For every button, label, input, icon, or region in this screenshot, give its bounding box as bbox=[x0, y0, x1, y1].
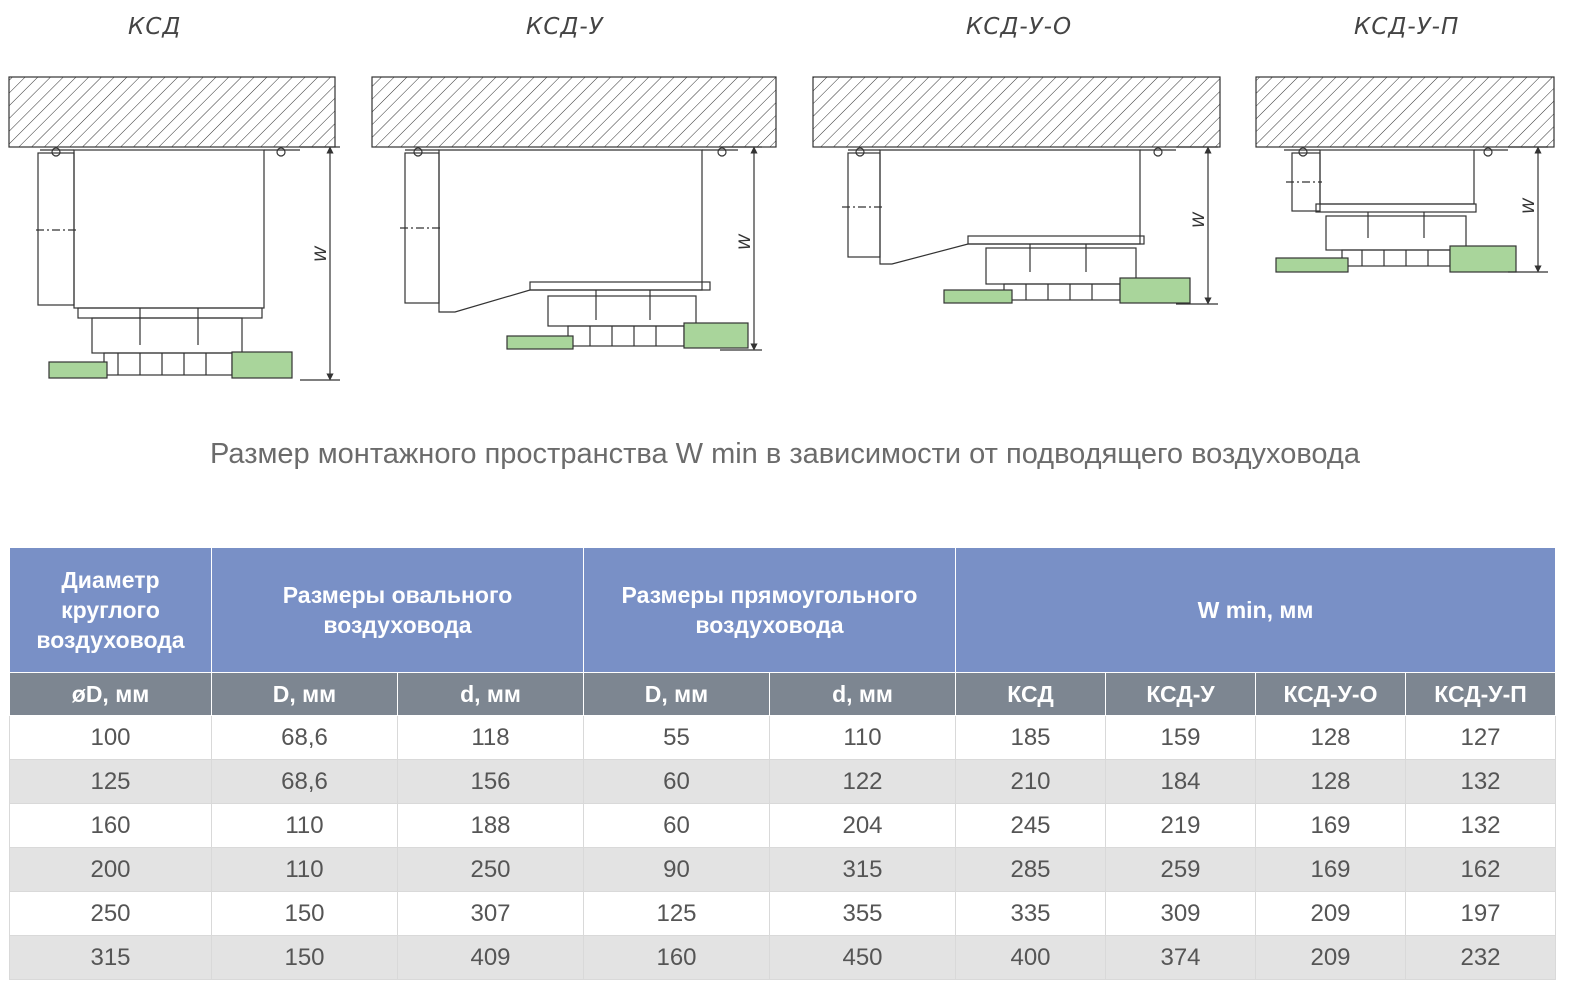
table-cell: 409 bbox=[398, 936, 584, 980]
table-cell: 245 bbox=[956, 804, 1106, 848]
table-cell: 450 bbox=[770, 936, 956, 980]
drawing-ksd-u bbox=[372, 77, 776, 350]
table-cell: 127 bbox=[1406, 716, 1556, 760]
sub-header-row bbox=[10, 673, 1556, 716]
table-cell: 128 bbox=[1256, 760, 1406, 804]
table-cell: 309 bbox=[1106, 892, 1256, 936]
table-cell: 128 bbox=[1256, 716, 1406, 760]
table-cell: 122 bbox=[770, 760, 956, 804]
table-cell: 150 bbox=[212, 892, 398, 936]
table-cell: 110 bbox=[212, 804, 398, 848]
table-cell: 169 bbox=[1256, 848, 1406, 892]
table-cell: 197 bbox=[1406, 892, 1556, 936]
table-cell: 132 bbox=[1406, 804, 1556, 848]
table-cell: 285 bbox=[956, 848, 1106, 892]
table-cell: 210 bbox=[956, 760, 1106, 804]
table-cell: 68,6 bbox=[212, 716, 398, 760]
table-cell: 307 bbox=[398, 892, 584, 936]
sub-header: КСД-У bbox=[1106, 673, 1256, 716]
table-cell: 150 bbox=[212, 936, 398, 980]
table-cell: 132 bbox=[1406, 760, 1556, 804]
table-cell: 110 bbox=[212, 848, 398, 892]
table-cell: 355 bbox=[770, 892, 956, 936]
group-header-rect: Размеры прямоугольного воздуховода bbox=[584, 548, 956, 673]
drawing-title-ksd-u: КСД-У bbox=[526, 14, 604, 40]
table-cell: 185 bbox=[956, 716, 1106, 760]
table-cell: 162 bbox=[1406, 848, 1556, 892]
table-cell: 315 bbox=[770, 848, 956, 892]
table-row bbox=[10, 804, 1556, 848]
group-header-oval: Размеры овального воздуховода bbox=[212, 548, 584, 673]
sub-header: КСД-У-П bbox=[1406, 673, 1556, 716]
table-cell: 118 bbox=[398, 716, 584, 760]
dim-label-ksd: W bbox=[311, 246, 330, 262]
drawing-title-ksd: КСД bbox=[128, 14, 182, 40]
sub-header: øD, мм bbox=[10, 673, 212, 716]
sub-header: D, мм bbox=[212, 673, 398, 716]
table-cell: 232 bbox=[1406, 936, 1556, 980]
dim-label-ksd-u: W bbox=[735, 234, 754, 250]
table-cell: 250 bbox=[10, 892, 212, 936]
sub-header: D, мм bbox=[584, 673, 770, 716]
table-cell: 125 bbox=[10, 760, 212, 804]
table-cell: 374 bbox=[1106, 936, 1256, 980]
drawing-ksd bbox=[9, 77, 340, 380]
table-cell: 259 bbox=[1106, 848, 1256, 892]
table-cell: 204 bbox=[770, 804, 956, 848]
sub-header: КСД bbox=[956, 673, 1106, 716]
table-cell: 209 bbox=[1256, 892, 1406, 936]
table-cell: 159 bbox=[1106, 716, 1256, 760]
table-cell: 156 bbox=[398, 760, 584, 804]
drawing-title-ksd-u-o: КСД-У-О bbox=[966, 14, 1073, 40]
table-cell: 335 bbox=[956, 892, 1106, 936]
table-cell: 184 bbox=[1106, 760, 1256, 804]
table-cell: 209 bbox=[1256, 936, 1406, 980]
table-row bbox=[10, 716, 1556, 760]
table-cell: 100 bbox=[10, 716, 212, 760]
table-cell: 160 bbox=[10, 804, 212, 848]
table-cell: 160 bbox=[584, 936, 770, 980]
sub-header: d, мм bbox=[770, 673, 956, 716]
table-row bbox=[10, 760, 1556, 804]
drawing-ksd-u-o bbox=[813, 77, 1220, 304]
table-cell: 110 bbox=[770, 716, 956, 760]
sub-header: КСД-У-О bbox=[1256, 673, 1406, 716]
sub-header: d, мм bbox=[398, 673, 584, 716]
table-caption: Размер монтажного пространства W min в зависимости от подводящего воздуховода bbox=[210, 438, 1360, 470]
installation-drawings bbox=[0, 60, 1570, 390]
table-row bbox=[10, 936, 1556, 980]
dim-label-ksd-u-p: W bbox=[1519, 198, 1538, 214]
table-cell: 55 bbox=[584, 716, 770, 760]
drawing-title-ksd-u-p: КСД-У-П bbox=[1354, 14, 1460, 40]
table-cell: 60 bbox=[584, 760, 770, 804]
table-row bbox=[10, 892, 1556, 936]
table-cell: 169 bbox=[1256, 804, 1406, 848]
table-cell: 315 bbox=[10, 936, 212, 980]
table-cell: 125 bbox=[584, 892, 770, 936]
drawing-ksd-u-p bbox=[1256, 77, 1554, 272]
table-cell: 60 bbox=[584, 804, 770, 848]
table-cell: 250 bbox=[398, 848, 584, 892]
table-row bbox=[10, 848, 1556, 892]
table-cell: 90 bbox=[584, 848, 770, 892]
table-cell: 400 bbox=[956, 936, 1106, 980]
table-cell: 188 bbox=[398, 804, 584, 848]
wmin-table bbox=[9, 547, 1556, 980]
group-header-row bbox=[10, 548, 1556, 673]
table-cell: 219 bbox=[1106, 804, 1256, 848]
dim-label-ksd-u-o: W bbox=[1189, 212, 1208, 228]
table-cell: 68,6 bbox=[212, 760, 398, 804]
table-cell: 200 bbox=[10, 848, 212, 892]
group-header-wmin: W min, мм bbox=[956, 548, 1556, 673]
group-header-round: Диаметр круглого воздуховода bbox=[10, 548, 212, 673]
